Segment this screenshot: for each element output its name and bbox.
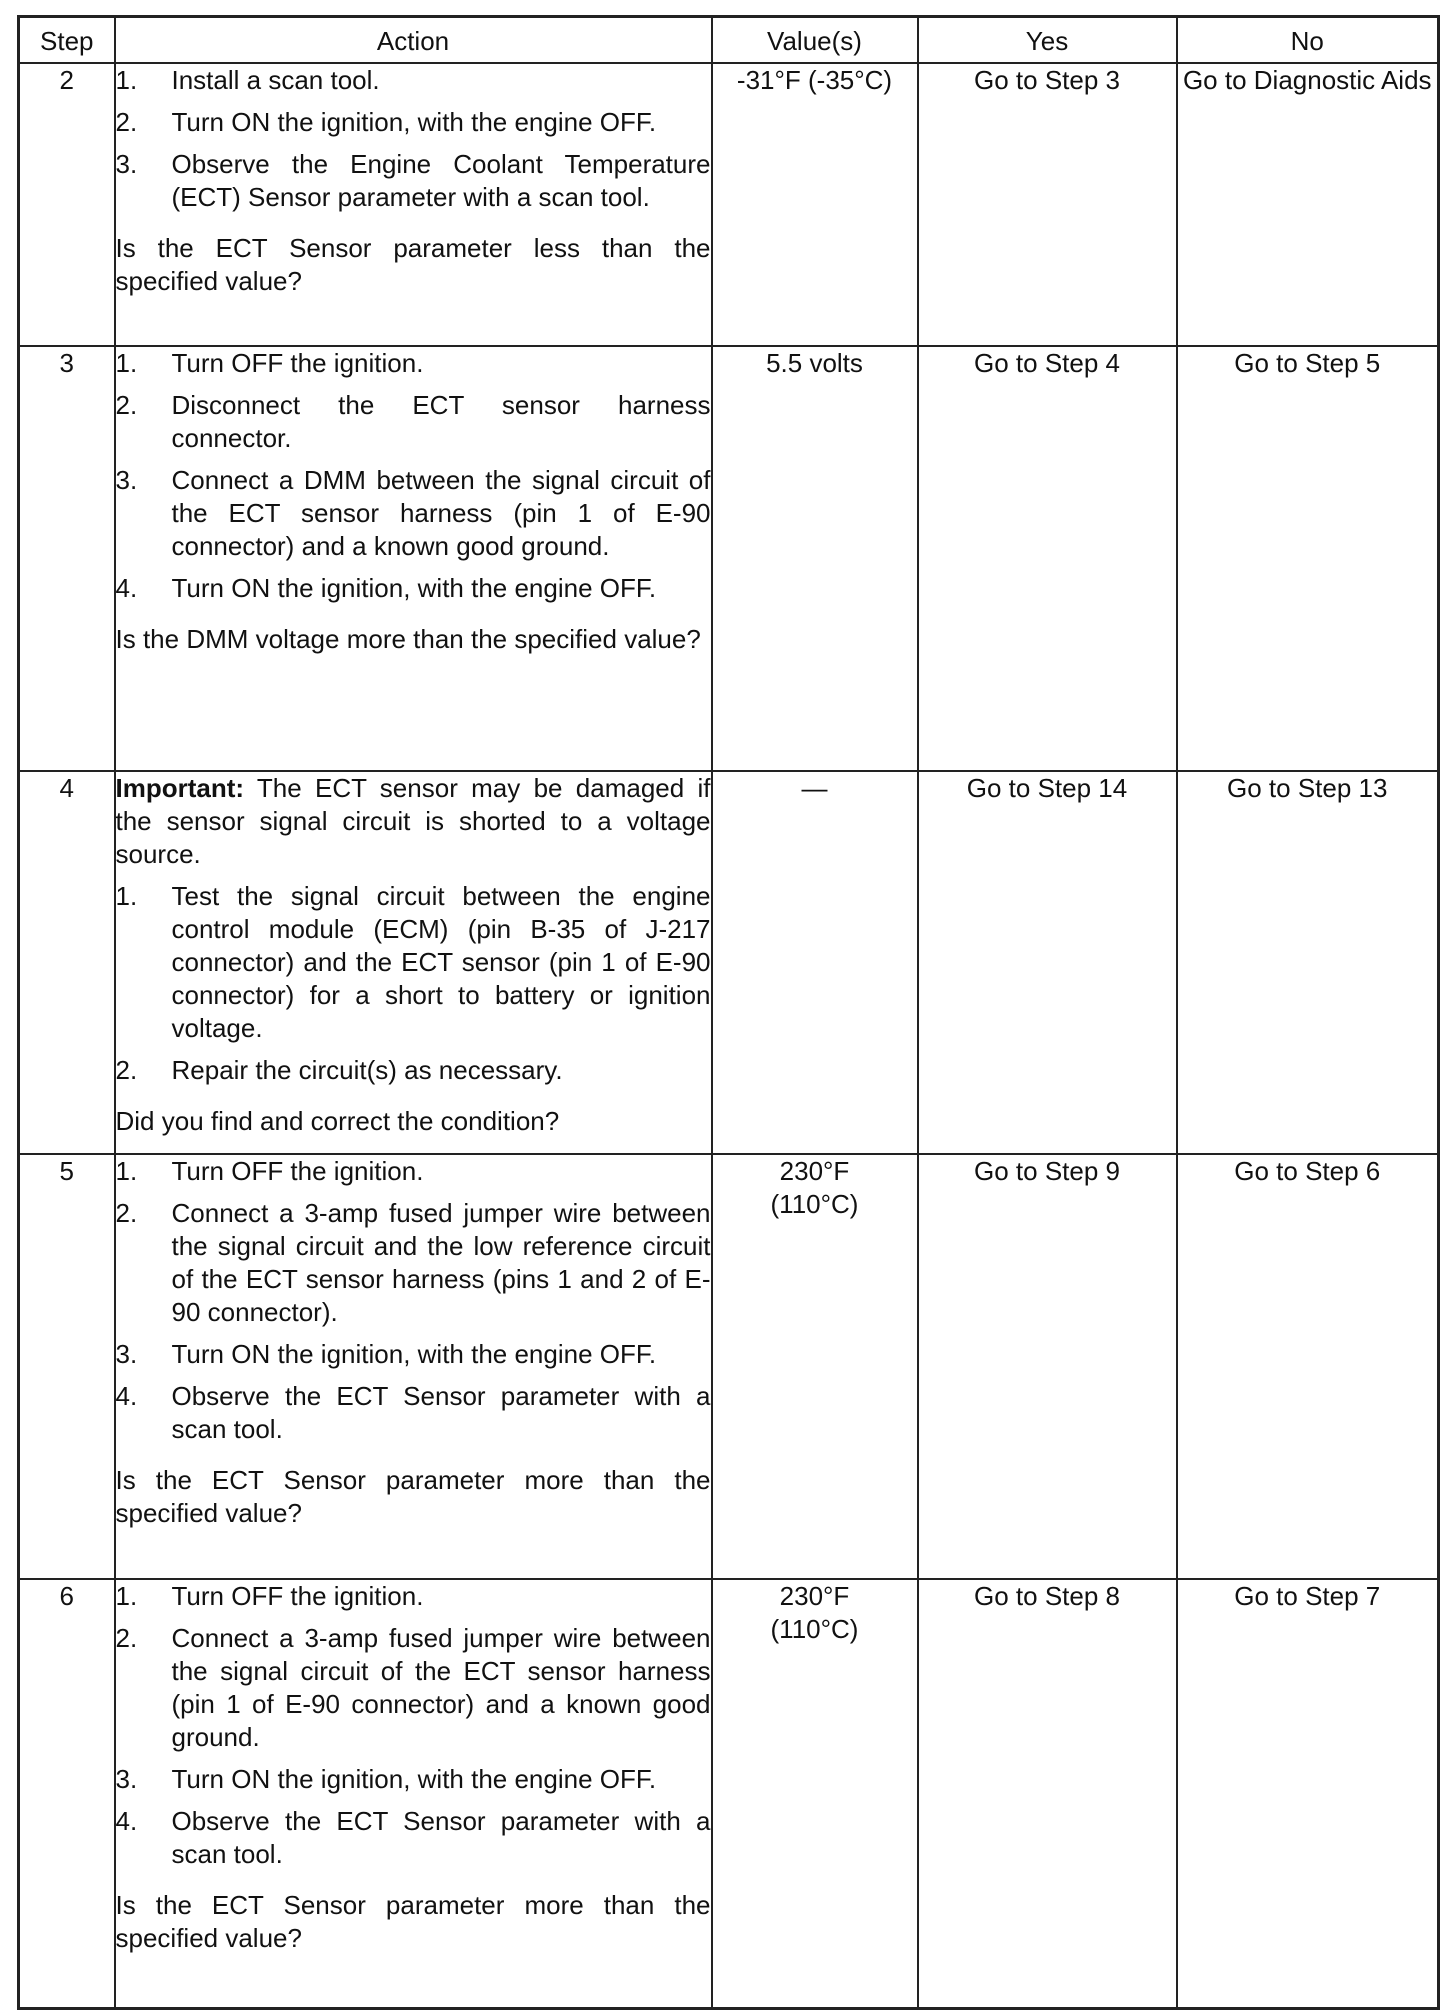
- item-text: Connect a 3-amp fused jumper wire between the signal circuit of the ECT sensor harness (pin 1 of E-90 connector) and a known good ground.: [171, 1623, 711, 1752]
- step-number: 2: [19, 63, 115, 346]
- list-item: [116, 1622, 711, 1754]
- question-text: Is the ECT Sensor parameter more than the specified value?: [115, 1465, 711, 1528]
- action-cell: [115, 1579, 712, 2008]
- item-text: Repair the circuit(s) as necessary.: [171, 1055, 563, 1085]
- item-number: 3.: [115, 1764, 138, 1794]
- item-text: Turn OFF the ignition.: [171, 348, 424, 378]
- list-item: [116, 1197, 711, 1329]
- list-item: [116, 347, 711, 380]
- value-line-1: 230°F: [779, 1156, 850, 1186]
- action-cell: [115, 1154, 712, 1579]
- no-cell: Go to Diagnostic Aids: [1177, 63, 1439, 346]
- item-number: 3.: [115, 1339, 138, 1369]
- header-step: Step: [19, 17, 115, 64]
- list-item: [116, 389, 711, 455]
- header-yes: Yes: [918, 17, 1177, 64]
- item-number: 1.: [115, 348, 138, 378]
- step-number: 6: [19, 1579, 115, 2008]
- item-number: 1.: [115, 65, 138, 95]
- table-row-step-5: [19, 1154, 1439, 1579]
- item-text: Turn ON the ignition, with the engine OFF.: [171, 573, 657, 603]
- item-number: 2.: [115, 1198, 138, 1228]
- item-text: Disconnect the ECT sensor harness connector.: [171, 390, 711, 453]
- item-number: 4.: [115, 573, 138, 603]
- action-list: [116, 1155, 711, 1446]
- step-number: 5: [19, 1154, 115, 1579]
- item-number: 2.: [115, 107, 138, 137]
- step-number: 3: [19, 346, 115, 771]
- no-cell: Go to Step 13: [1177, 771, 1439, 1154]
- yes-cell: Go to Step 4: [918, 346, 1177, 771]
- table-row-step-3: [19, 346, 1439, 771]
- value-line-1: 230°F: [779, 1581, 850, 1611]
- item-number: 2.: [115, 390, 138, 420]
- header-values: Value(s): [712, 17, 918, 64]
- value-cell: 5.5 volts: [712, 346, 918, 771]
- diagnostic-table: [17, 15, 1440, 2010]
- value-cell: -31°F (-35°C): [712, 63, 918, 346]
- item-text: Turn ON the ignition, with the engine OFF.: [171, 1339, 657, 1369]
- item-number: 4.: [115, 1806, 138, 1836]
- list-item: [116, 572, 711, 605]
- item-number: 1.: [115, 881, 138, 911]
- action-list: [116, 880, 711, 1087]
- item-number: 1.: [115, 1581, 138, 1611]
- item-number: 3.: [115, 149, 138, 179]
- action-list: [116, 347, 711, 605]
- yes-cell: Go to Step 14: [918, 771, 1177, 1154]
- item-text: Observe the ECT Sensor parameter with a scan tool.: [171, 1381, 711, 1444]
- item-text: Install a scan tool.: [171, 65, 380, 95]
- action-list: [116, 1580, 711, 1871]
- action-cell: [115, 771, 712, 1154]
- item-number: 4.: [115, 1381, 138, 1411]
- item-text: Turn OFF the ignition.: [171, 1581, 424, 1611]
- value-cell: [712, 1154, 918, 1579]
- important-text: The ECT sensor may be damaged if the sensor signal circuit is shorted to a voltage source.: [115, 773, 711, 869]
- action-list: [116, 64, 711, 214]
- item-number: 1.: [115, 1156, 138, 1186]
- question-text: Is the DMM voltage more than the specified value?: [115, 624, 701, 654]
- value-line-2: (110°C): [770, 1189, 859, 1219]
- list-item: [116, 1338, 711, 1371]
- table-row-step-2: [19, 63, 1439, 346]
- table-row-step-4: [19, 771, 1439, 1154]
- item-text: Observe the ECT Sensor parameter with a scan tool.: [171, 1806, 711, 1869]
- list-item: [116, 64, 711, 97]
- no-cell: Go to Step 7: [1177, 1579, 1439, 2008]
- item-text: Observe the Engine Coolant Temperature (ECT) Sensor parameter with a scan tool.: [171, 149, 711, 212]
- list-item: [116, 1805, 711, 1871]
- item-text: Test the signal circuit between the engine control module (ECM) (pin B-35 of J-217 connector) and the ECT sensor (pin 1 of E-90 connector) for a short to battery or ignition voltage.: [171, 881, 711, 1043]
- no-cell: Go to Step 6: [1177, 1154, 1439, 1579]
- list-item: [116, 1380, 711, 1446]
- item-text: Connect a DMM between the signal circuit of the ECT sensor harness (pin 1 of E-90 connector) and a known good ground.: [171, 465, 711, 561]
- table-row-step-6: [19, 1579, 1439, 2008]
- item-text: Turn ON the ignition, with the engine OFF.: [171, 107, 657, 137]
- question-text: Did you find and correct the condition?: [115, 1106, 560, 1136]
- list-item: [116, 1054, 711, 1087]
- header-action: Action: [115, 17, 712, 64]
- important-label: Important:: [115, 773, 245, 803]
- yes-cell: Go to Step 3: [918, 63, 1177, 346]
- item-text: Turn OFF the ignition.: [171, 1156, 424, 1186]
- value-cell: [712, 1579, 918, 2008]
- list-item: [116, 1155, 711, 1188]
- yes-cell: Go to Step 8: [918, 1579, 1177, 2008]
- value-cell: —: [712, 771, 918, 1154]
- list-item: [116, 1580, 711, 1613]
- list-item: [116, 148, 711, 214]
- item-text: Turn ON the ignition, with the engine OFF.: [171, 1764, 657, 1794]
- item-number: 2.: [115, 1623, 138, 1653]
- value-line-2: (110°C): [770, 1614, 859, 1644]
- action-cell: [115, 63, 712, 346]
- list-item: [116, 1763, 711, 1796]
- header-no: No: [1177, 17, 1439, 64]
- header-row: [19, 17, 1439, 64]
- action-cell: [115, 346, 712, 771]
- step-number: 4: [19, 771, 115, 1154]
- item-number: 3.: [115, 465, 138, 495]
- item-number: 2.: [115, 1055, 138, 1085]
- yes-cell: Go to Step 9: [918, 1154, 1177, 1579]
- question-text: Is the ECT Sensor parameter more than the specified value?: [115, 1890, 711, 1953]
- no-cell: Go to Step 5: [1177, 346, 1439, 771]
- list-item: [116, 880, 711, 1045]
- question-text: Is the ECT Sensor parameter less than the specified value?: [115, 233, 711, 296]
- important-note: [116, 772, 711, 871]
- list-item: [116, 106, 711, 139]
- item-text: Connect a 3-amp fused jumper wire between the signal circuit and the low reference circuit of the ECT sensor harness (pins 1 and 2 of E-90 connector).: [171, 1198, 711, 1327]
- list-item: [116, 464, 711, 563]
